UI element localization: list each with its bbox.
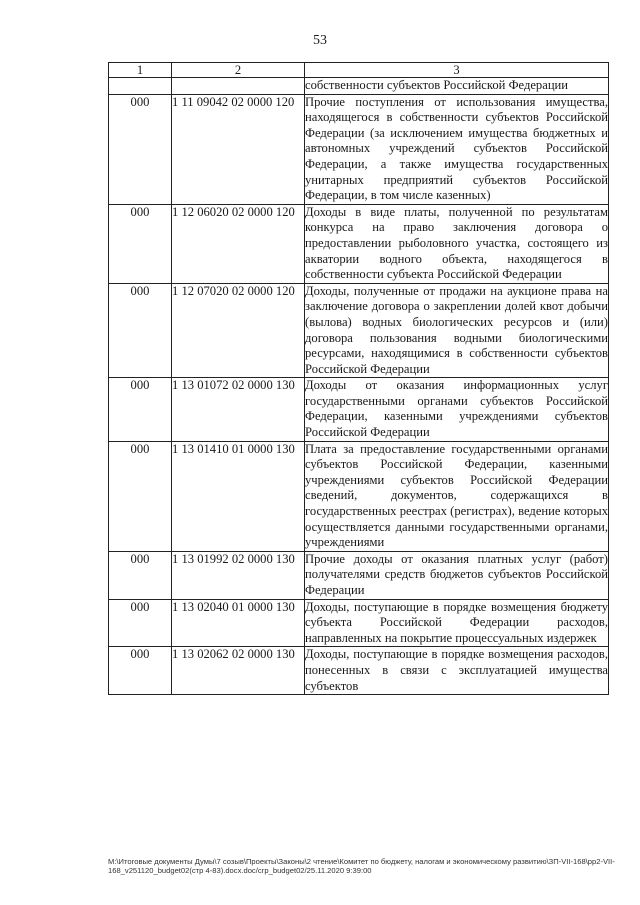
- table-row: [109, 204, 609, 283]
- kbk-code-cell: 1 12 07020 02 0000 120: [172, 283, 305, 378]
- admin-code-cell: [109, 78, 172, 95]
- table-row-continuation: [109, 78, 609, 95]
- kbk-code-cell: 1 11 09042 02 0000 120: [172, 94, 305, 204]
- admin-code-cell: 000: [109, 204, 172, 283]
- document-file-path: M:\Итоговые документы Думы\7 созыв\Проекты\Законы\2 чтение\Комитет по бюджету, налогам и экономическому развитию\ЗП-VII-168\pp2-VII-168_v251120_budget02(стр 4-83).docx.doc/сгр_budget02/25.11.2020 9:39:00: [108, 857, 615, 875]
- table-row: [109, 647, 609, 695]
- admin-code-cell: 000: [109, 378, 172, 441]
- kbk-code-cell: [172, 78, 305, 95]
- column-header-3: 3: [305, 63, 609, 78]
- description-cell: Доходы, поступающие в порядке возмещения бюджету субъекта Российской Федерации расходов, направленных на покрытие процессуальных издержек: [305, 599, 609, 647]
- description-cell: Прочие доходы от оказания платных услуг (работ) получателями средств бюджетов субъектов Российской Федерации: [305, 551, 609, 599]
- admin-code-cell: 000: [109, 441, 172, 551]
- table-row: [109, 94, 609, 204]
- description-cell: Доходы от оказания информационных услуг государственными органами субъектов Российской Федерации, казенными учреждениями субъектов Российской Федерации: [305, 378, 609, 441]
- kbk-code-cell: 1 13 01410 01 0000 130: [172, 441, 305, 551]
- column-header-1: 1: [109, 63, 172, 78]
- description-cell: Прочие поступления от использования имущества, находящегося в собственности субъектов Российской Федерации (за исключением имущества бюджетных и автономных учреждений субъектов Российской Федерации, а также имущества государственных унитарных предприятий субъектов Российской Федерации, в том числе казенных): [305, 94, 609, 204]
- column-header-2: 2: [172, 63, 305, 78]
- revenue-codes-table: [108, 62, 609, 695]
- description-cell: Доходы, поступающие в порядке возмещения расходов, понесенных в связи с эксплуатацией имущества субъектов: [305, 647, 609, 695]
- kbk-code-cell: 1 13 01992 02 0000 130: [172, 551, 305, 599]
- description-cell: Плата за предоставление государственными органами субъектов Российской Федерации, казенными учреждениями субъектов Российской Федерации сведений, документов, содержащихся в государственных реестрах (регистрах), ведение которых осуществляется данными государственными органами, учреждениями: [305, 441, 609, 551]
- page-number: 53: [313, 33, 327, 48]
- admin-code-cell: 000: [109, 551, 172, 599]
- kbk-code-cell: 1 12 06020 02 0000 120: [172, 204, 305, 283]
- table-row: [109, 283, 609, 378]
- kbk-code-cell: 1 13 02062 02 0000 130: [172, 647, 305, 695]
- admin-code-cell: 000: [109, 647, 172, 695]
- table-row: [109, 551, 609, 599]
- description-cell: Доходы в виде платы, полученной по результатам конкурса на право заключения договора о предоставлении рыболовного участка, состоящего из акватории водного объекта, находящегося в собственности субъекта Российской Федерации: [305, 204, 609, 283]
- description-cell: собственности субъектов Российской Федерации: [305, 78, 609, 95]
- admin-code-cell: 000: [109, 599, 172, 647]
- table-row: [109, 441, 609, 551]
- admin-code-cell: 000: [109, 283, 172, 378]
- admin-code-cell: 000: [109, 94, 172, 204]
- table-row: [109, 599, 609, 647]
- kbk-code-cell: 1 13 01072 02 0000 130: [172, 378, 305, 441]
- table-row: [109, 378, 609, 441]
- table-header-row: [109, 63, 609, 78]
- description-cell: Доходы, полученные от продажи на аукционе права на заключение договора о закреплении долей квот добычи (вылова) водных биологических ресурсов и (или) договора пользования водными биологическими ресурсами, находящимися в собственности субъектов Российской Федерации: [305, 283, 609, 378]
- kbk-code-cell: 1 13 02040 01 0000 130: [172, 599, 305, 647]
